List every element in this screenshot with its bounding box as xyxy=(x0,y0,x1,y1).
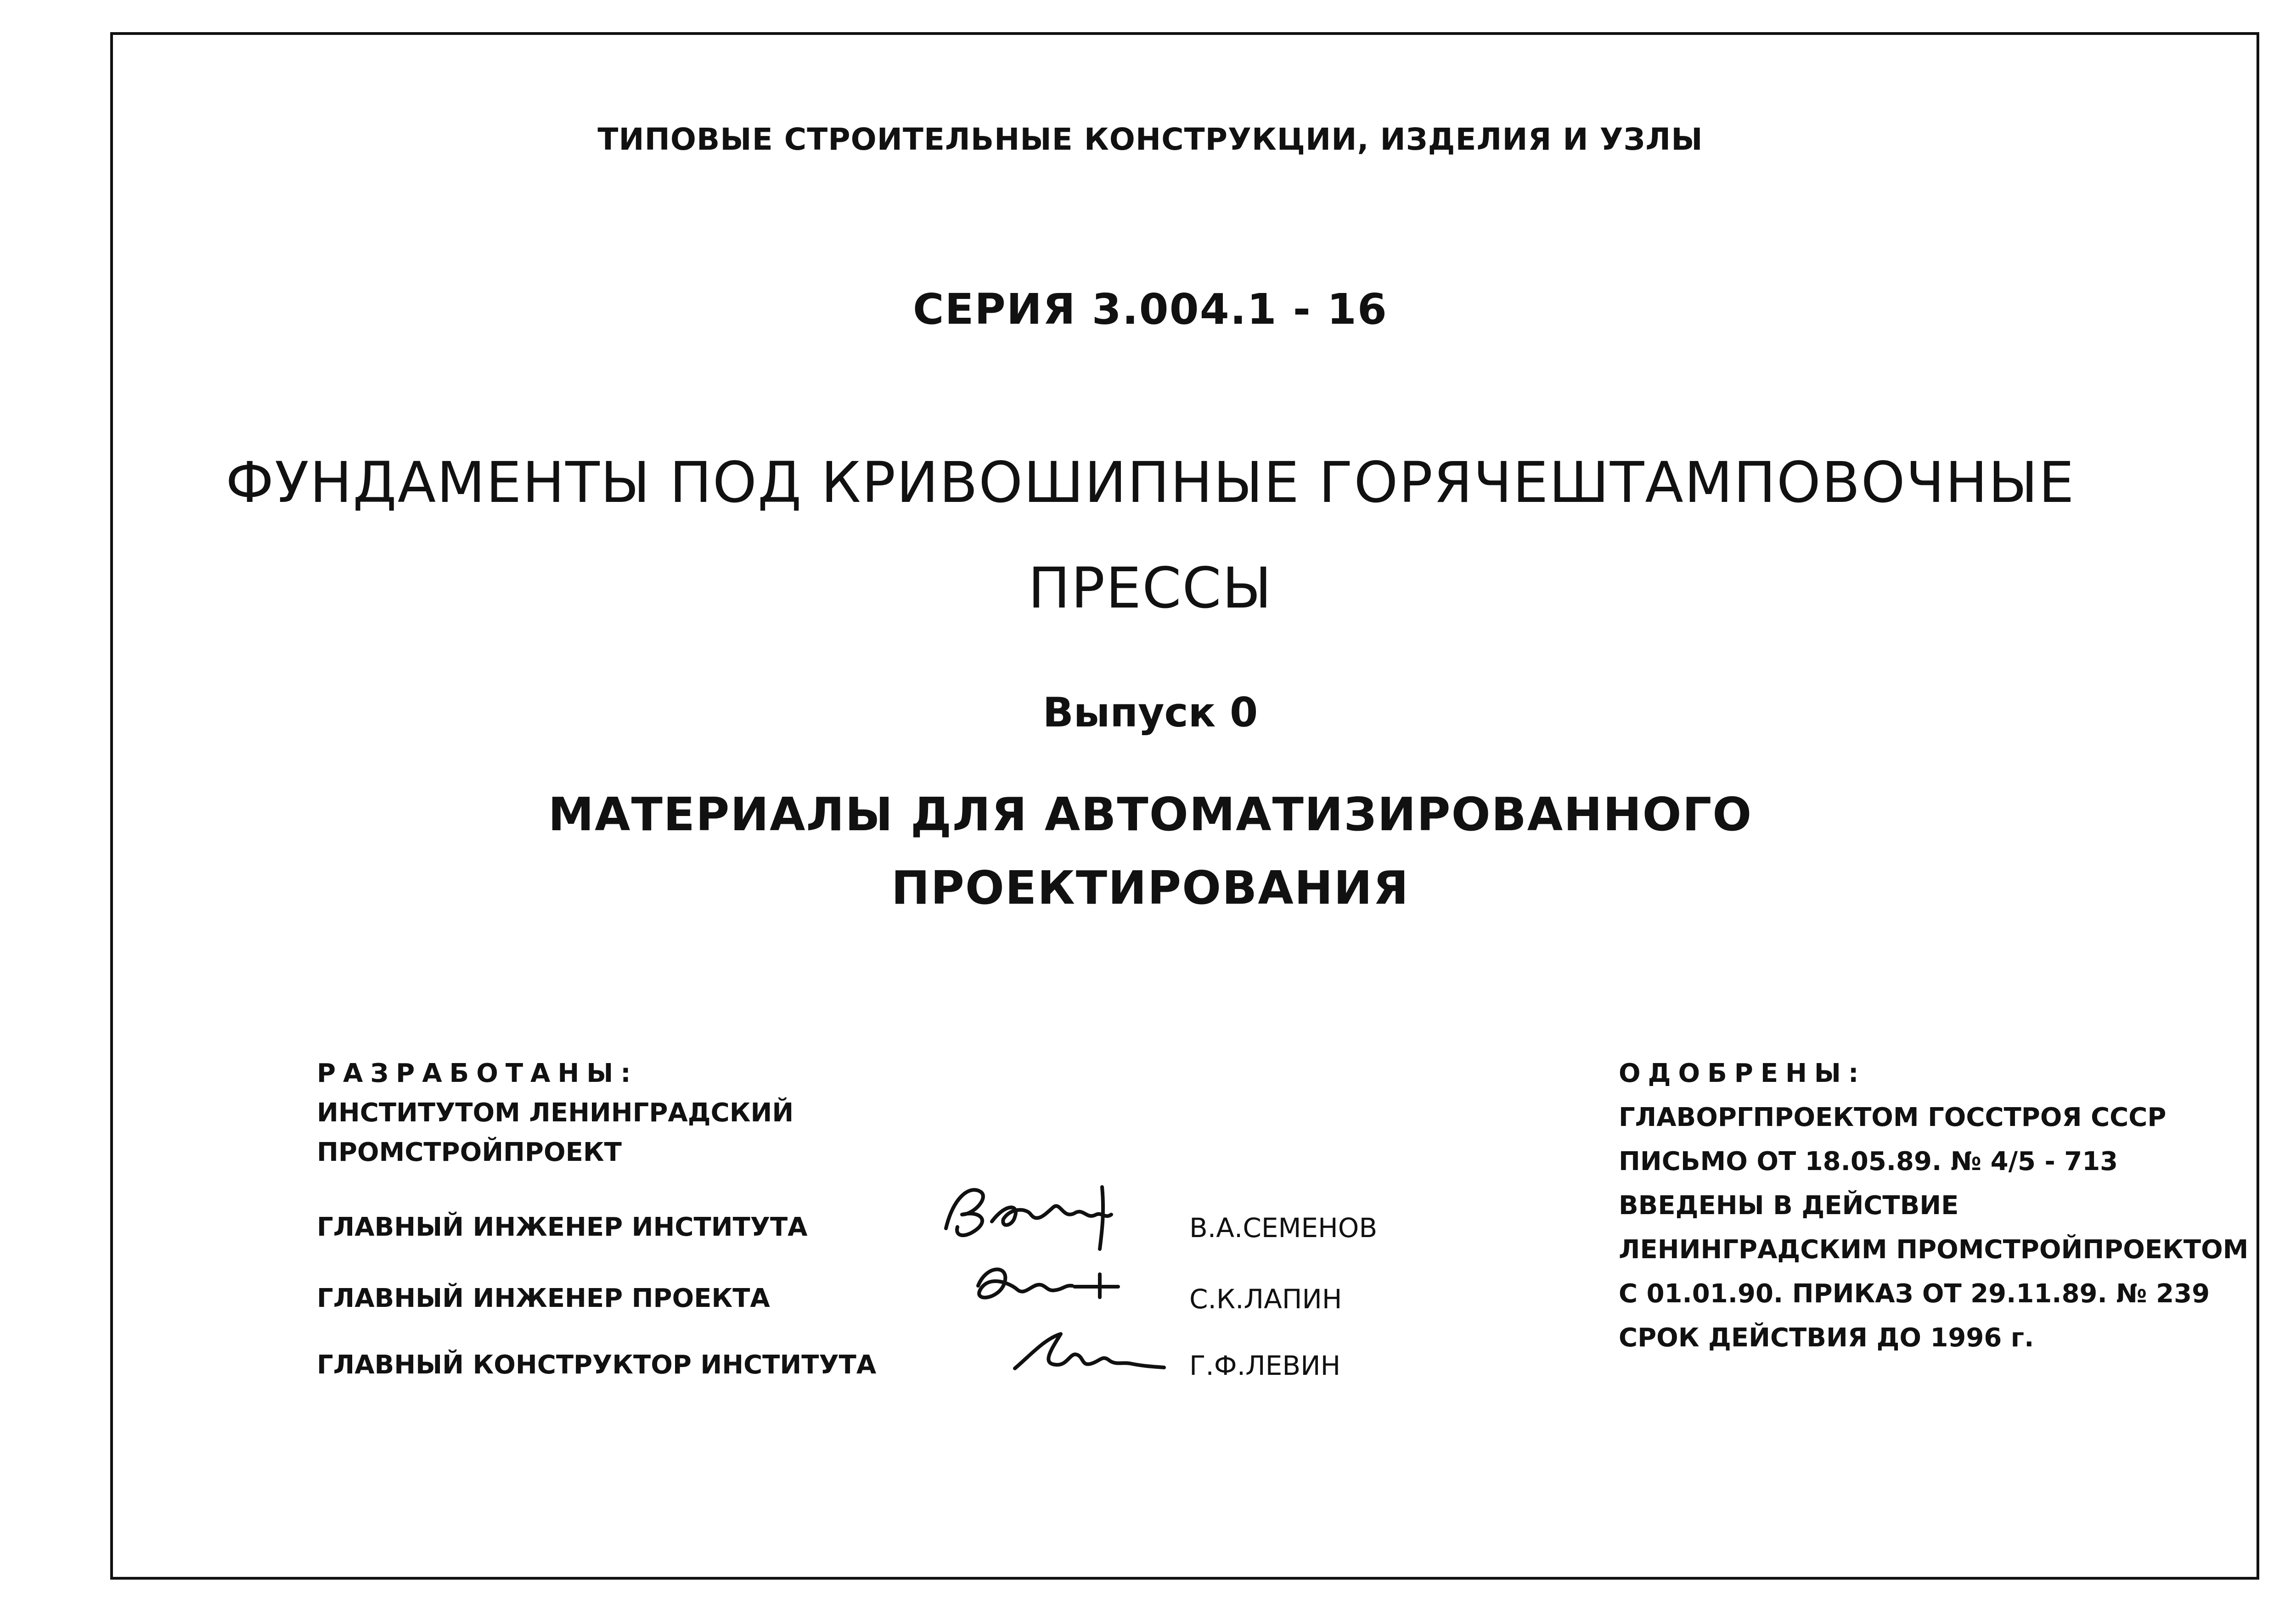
approved-line-4: ЛЕНИНГРАДСКИМ ПРОМСТРОЙПРОЕКТОМ xyxy=(1619,1235,2249,1265)
role-chief-engineer-institute: ГЛАВНЫЙ ИНЖЕНЕР ИНСТИТУТА xyxy=(317,1212,808,1242)
name-lapin: С.К.ЛАПИН xyxy=(1189,1283,1342,1315)
name-semenov: В.А.СЕМЕНОВ xyxy=(1189,1212,1378,1244)
approved-label: ОДОБРЕНЫ: xyxy=(1619,1058,1866,1088)
approved-line-6: СРОК ДЕЙСТВИЯ ДО 1996 г. xyxy=(1619,1323,2034,1353)
signature-levin xyxy=(1006,1322,1171,1382)
main-title-line-1: ФУНДАМЕНТЫ ПОД КРИВОШИПНЫЕ ГОРЯЧЕШТАМПОВОЧНЫЕ xyxy=(225,450,2075,515)
role-chief-engineer-project: ГЛАВНЫЙ ИНЖЕНЕР ПРОЕКТА xyxy=(317,1283,770,1313)
materials-title-line-1: МАТЕРИАЛЫ ДЛЯ АВТОМАТИЗИРОВАННОГО xyxy=(548,788,1753,841)
materials-title-line-2: ПРОЕКТИРОВАНИЯ xyxy=(891,861,1410,915)
series-title: СЕРИЯ 3.004.1 - 16 xyxy=(913,285,1388,334)
name-levin: Г.Ф.ЛЕВИН xyxy=(1189,1350,1341,1381)
main-title-line-2: ПРЕССЫ xyxy=(1028,556,1273,621)
developed-line-1: ИНСТИТУТОМ ЛЕНИНГРАДСКИЙ xyxy=(317,1098,794,1128)
approved-line-2: ПИСЬМО ОТ 18.05.89. № 4/5 - 713 xyxy=(1619,1147,2118,1176)
role-chief-designer-institute: ГЛАВНЫЙ КОНСТРУКТОР ИНСТИТУТА xyxy=(317,1350,877,1380)
issue-title: Выпуск 0 xyxy=(1042,689,1258,736)
signature-semenov xyxy=(937,1171,1130,1254)
developed-line-2: ПРОМСТРОЙПРОЕКТ xyxy=(317,1137,622,1167)
approved-line-1: ГЛАВОРГПРОЕКТОМ ГОССТРОЯ СССР xyxy=(1619,1103,2167,1132)
developed-block xyxy=(317,1054,793,1172)
developed-label: РАЗРАБОТАНЫ: xyxy=(317,1058,638,1088)
approved-line-3: ВВЕДЕНЫ В ДЕЙСТВИЕ xyxy=(1619,1191,1959,1221)
top-title: ТИПОВЫЕ СТРОИТЕЛЬНЫЕ КОНСТРУКЦИИ, ИЗДЕЛИЯ И УЗЛЫ xyxy=(597,122,1703,157)
approved-line-5: С 01.01.90. ПРИКАЗ ОТ 29.11.89. № 239 xyxy=(1619,1279,2210,1309)
signature-lapin xyxy=(960,1254,1134,1309)
approved-block xyxy=(1619,1052,2248,1360)
